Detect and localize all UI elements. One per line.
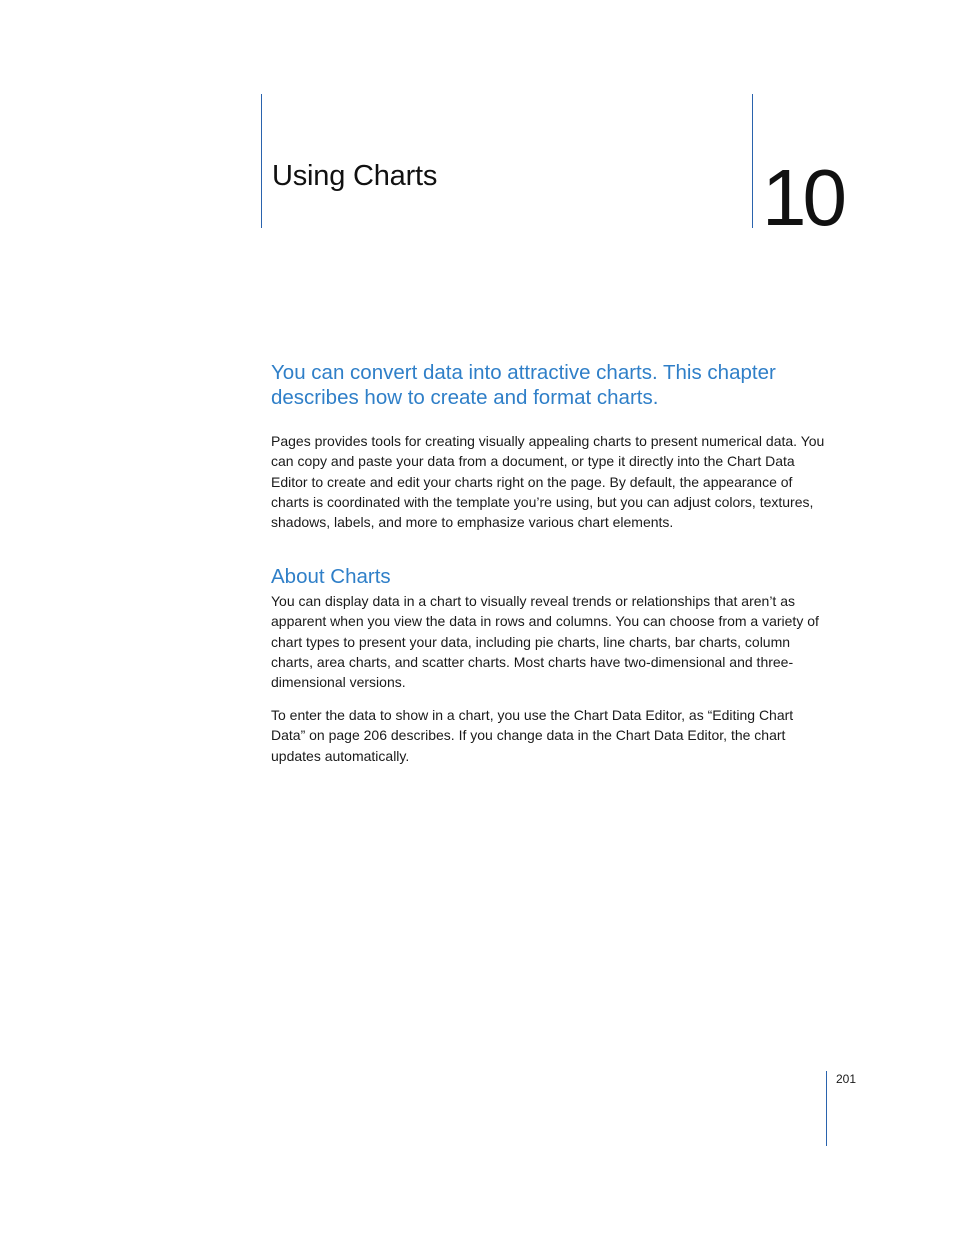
chapter-number-rule bbox=[752, 94, 753, 228]
chapter-intro: You can convert data into attractive charts. This chapter describes how to create and format charts. bbox=[271, 361, 776, 409]
about-charts-paragraph-1: You can display data in a chart to visually reveal trends or relationships that aren’t as apparent when you view the data in rows and columns. You can choose from a variety of chart types to present your data, including pie charts, line charts, bar charts, column charts, area charts, and scatter charts. Most charts have two-dimensional and three-dimensional versions. bbox=[271, 593, 819, 691]
page-number: 201 bbox=[836, 1072, 857, 1086]
about-charts-paragraph-2: To enter the data to show in a chart, you use the Chart Data Editor, as “Editing Chart Data” on page 206 describes. If you change data in the Chart Data Editor, the chart updates automatically. bbox=[271, 707, 794, 764]
intro-paragraph: Pages provides tools for creating visually appealing charts to present numerical data. You can copy and paste your data from a document, or type it directly into the Chart Data Editor to create and edit your charts right on the page. By default, the appearance of charts is coordinated with the template you’re using, but you can adjust colors, textures, shadows, labels, and more to emphasize various chart elements. bbox=[271, 433, 825, 531]
chapter-number: 10 bbox=[762, 153, 843, 242]
section-heading-about-charts: About Charts bbox=[271, 565, 391, 588]
chapter-title: Using Charts bbox=[272, 160, 438, 192]
chapter-title-rule bbox=[261, 94, 262, 228]
footer-rule bbox=[826, 1071, 827, 1146]
